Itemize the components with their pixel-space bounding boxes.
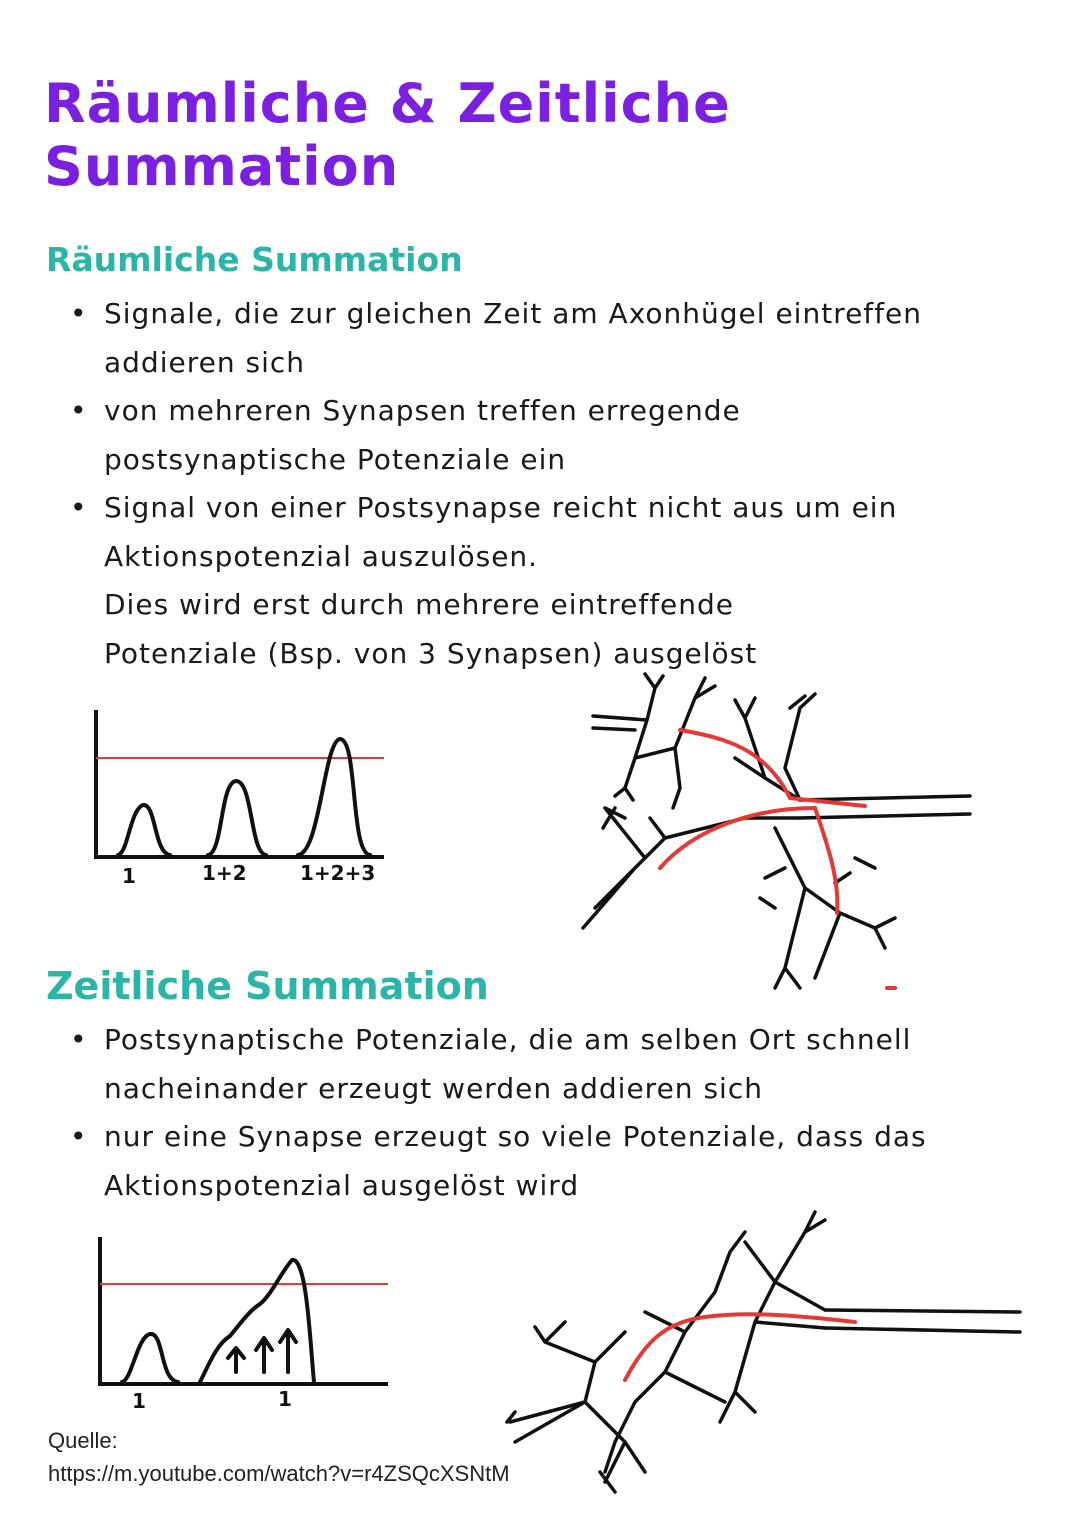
potential-peak — [298, 739, 370, 855]
axis-label: 1+2+3 — [300, 861, 376, 885]
bullet-line: Potenziale (Bsp. von 3 Synapsen) ausgelöst — [104, 636, 758, 670]
bullet-line: addieren sich — [104, 345, 305, 379]
axis-label: 1 — [132, 1389, 146, 1413]
potential-peak — [122, 1334, 178, 1382]
list-item — [46, 484, 1046, 678]
bullet-line: • von mehreren Synapsen treffen erregende — [104, 394, 741, 427]
source-url[interactable]: https://m.youtube.com/watch?v=r4ZSQcXSNtM — [48, 1461, 510, 1486]
raeumliche-bullet-list — [46, 290, 1046, 678]
axis-label: 1 — [278, 1387, 292, 1411]
potential-peak — [118, 805, 170, 855]
bullet-line: nacheinander erzeugt werden addieren sich — [104, 1071, 763, 1105]
neurons-converging-icon — [575, 668, 975, 998]
graph-axes — [100, 1237, 388, 1384]
source-label: Quelle: — [48, 1428, 118, 1453]
list-item — [46, 1113, 1066, 1210]
potential-peak — [208, 781, 266, 855]
source-citation — [48, 1424, 510, 1490]
arrow-up-icon — [256, 1338, 272, 1372]
section-heading-raeumliche: Räumliche Summation — [46, 240, 463, 279]
axis-label: 1+2 — [202, 861, 247, 885]
bullet-line: Aktionspotenzial ausgelöst wird — [104, 1168, 580, 1202]
list-item — [46, 1016, 1066, 1113]
bullet-line: Dies wird erst durch mehrere eintreffende — [104, 588, 735, 621]
single-synapse-chain-icon — [505, 1212, 1025, 1502]
bullet-line: • nur eine Synapse erzeugt so viele Potenziale, dass das — [104, 1120, 927, 1153]
spatial-summation-graph — [88, 705, 398, 895]
bullet-line: • Signal von einer Postsynapse reicht nicht aus um ein — [104, 491, 898, 524]
arrow-up-icon — [280, 1330, 296, 1372]
temporal-summation-graph — [92, 1232, 402, 1412]
axis-label: 1 — [122, 864, 136, 888]
potential-peak — [200, 1260, 314, 1382]
section-heading-zeitliche: Zeitliche Summation — [46, 964, 489, 1008]
page-title: Räumliche & Zeitliche Summation — [44, 72, 731, 198]
bullet-line: postsynaptische Potenziale ein — [104, 442, 567, 476]
bullet-line: • Postsynaptische Potenziale, die am selben Ort schnell — [104, 1023, 912, 1056]
list-item — [46, 387, 1046, 484]
list-item — [46, 290, 1046, 387]
bullet-line: Aktionspotenzial auszulösen. — [104, 539, 539, 573]
bullet-line: • Signale, die zur gleichen Zeit am Axonhügel eintreffen — [104, 297, 922, 330]
zeitliche-bullet-list — [46, 1016, 1066, 1210]
arrow-up-icon — [228, 1348, 244, 1372]
